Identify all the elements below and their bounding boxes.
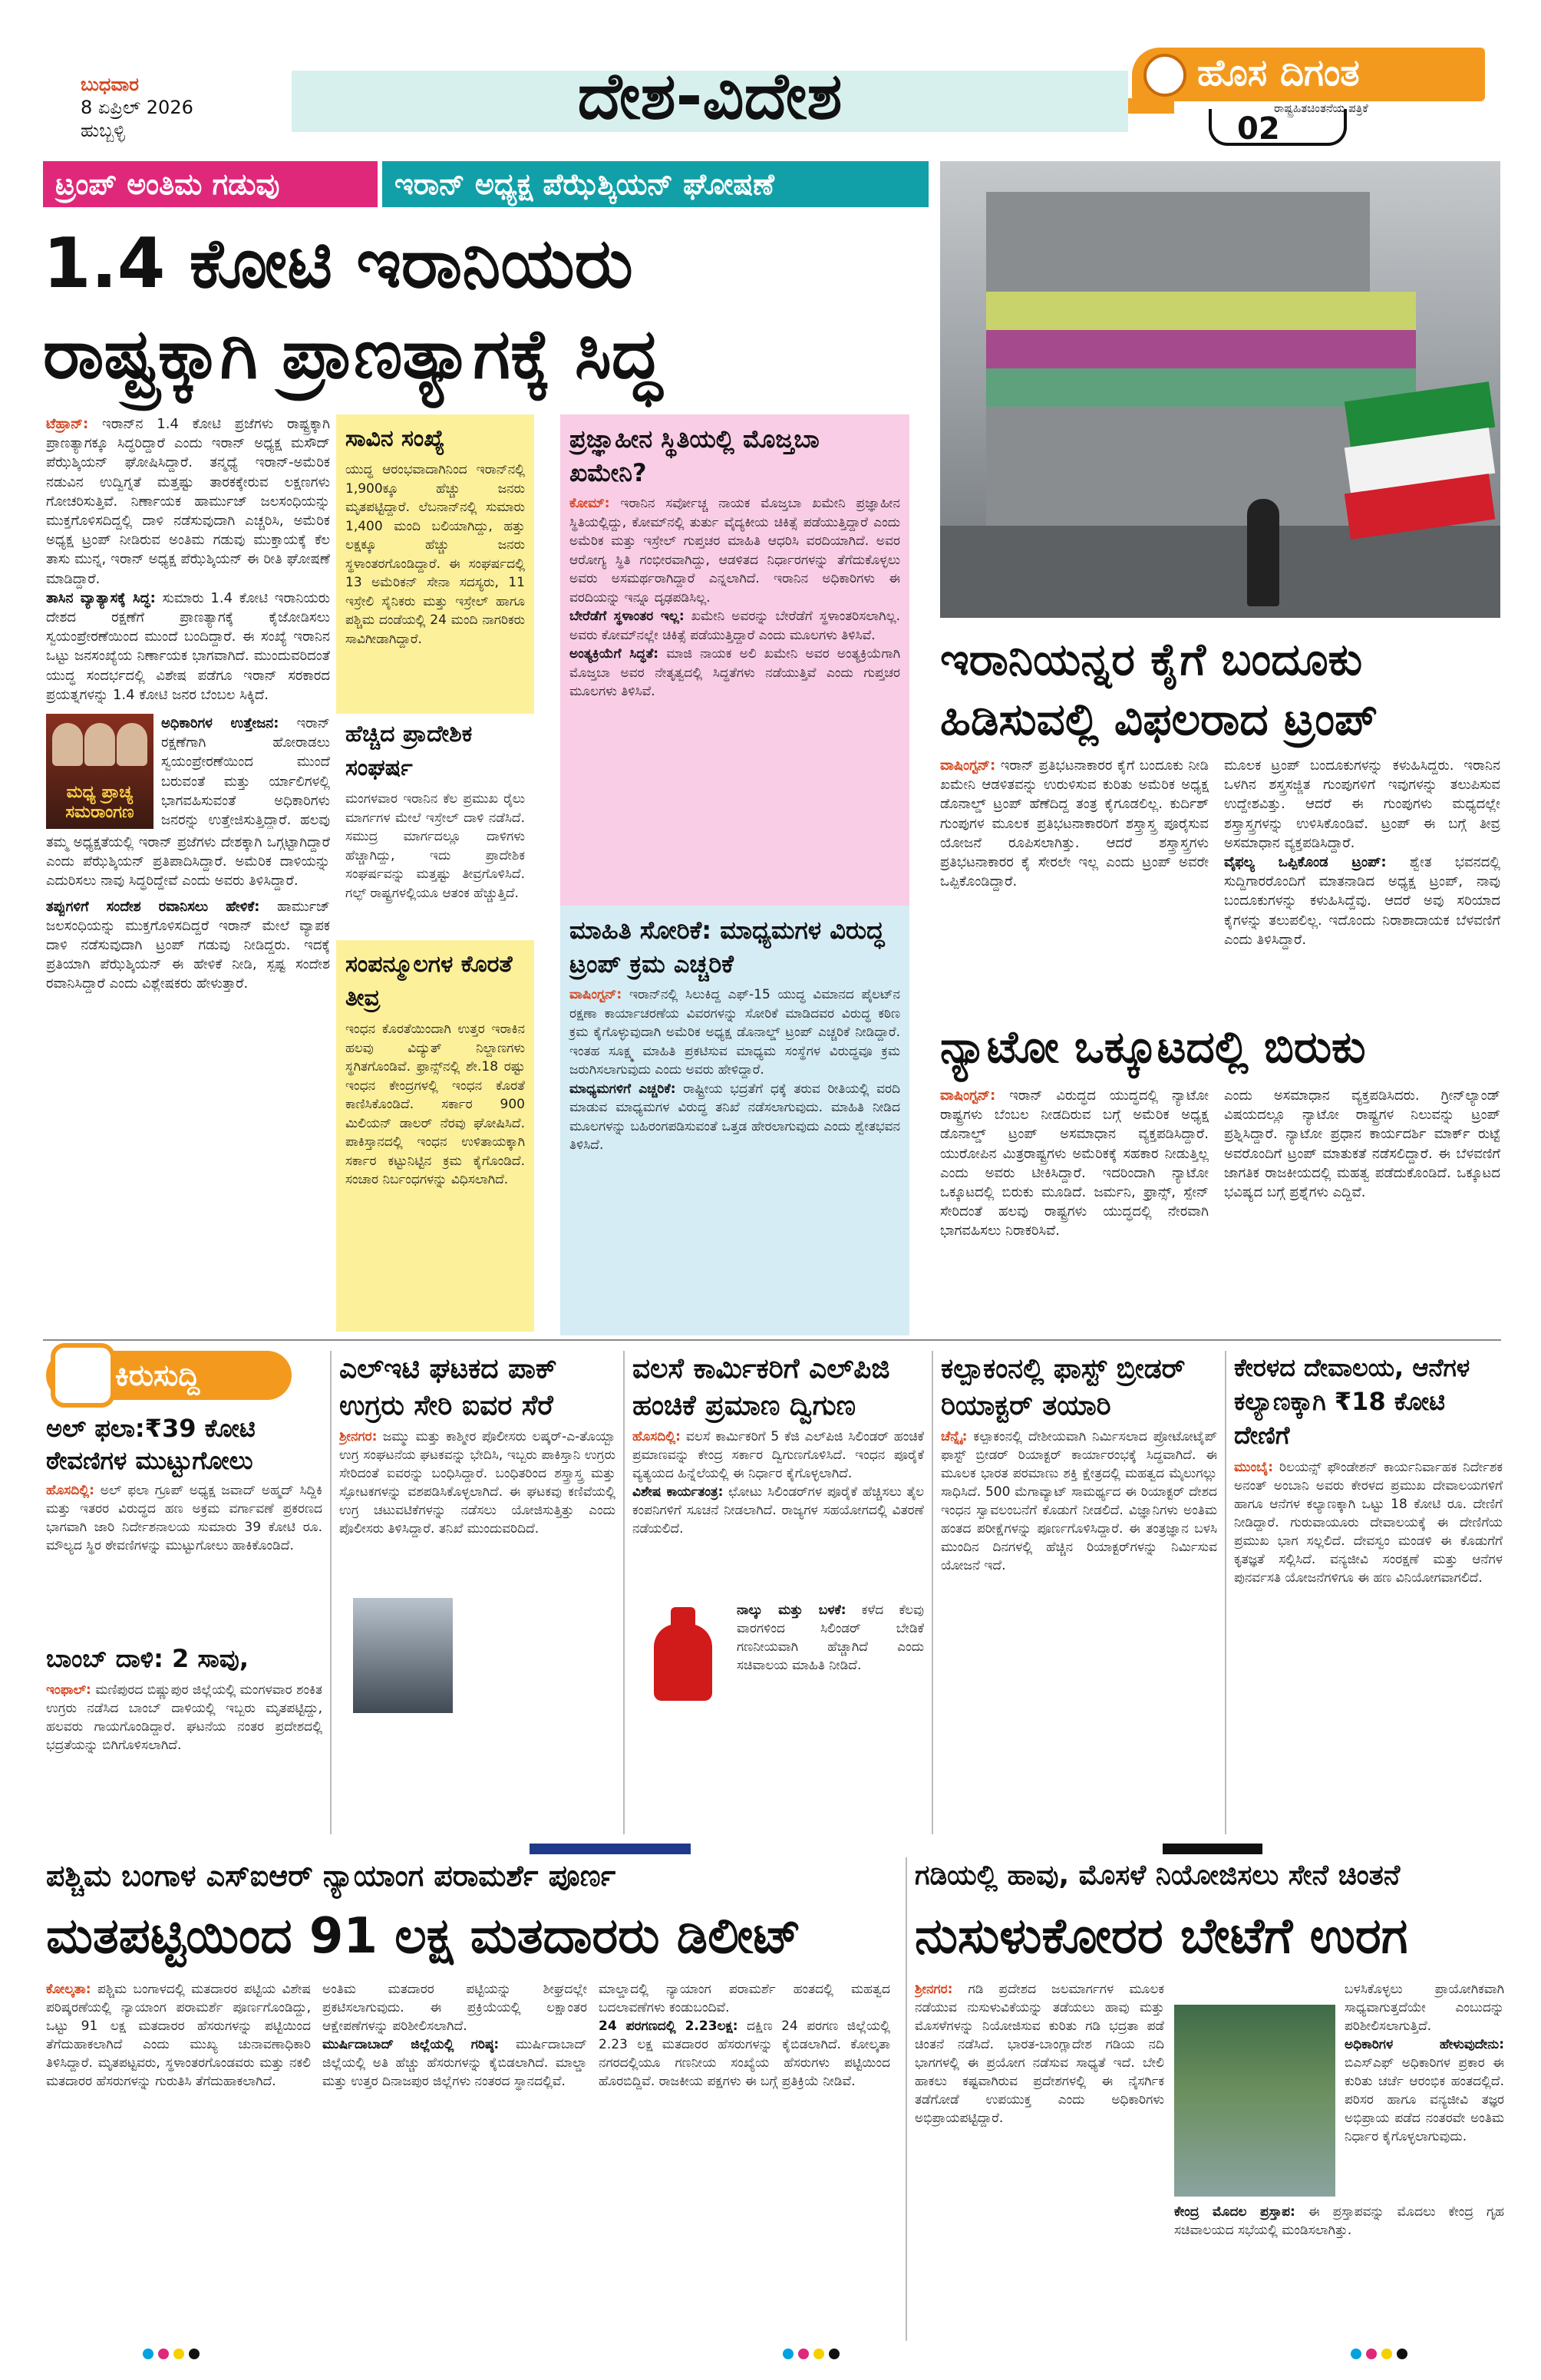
lamp-logo-icon [1143, 54, 1186, 97]
nato-story-p1: ಇರಾನ್ ವಿರುದ್ಧದ ಯುದ್ಧದಲ್ಲಿ ನ್ಯಾಟೋ ರಾಷ್ಟ್ರಗಳು ಬೆಂಬಲ ನೀಡದಿರುವ ಬಗ್ಗೆ ಅಮೆರಿಕ ಅಧ್ಯಕ್ಷ ಡೊನಾಲ್ಡ್ ಟ್ರಂಪ್ ಅಸಮಾಧಾನ ವ್ಯಕ್ತಪಡಿಸಿದ್ದಾರೆ. ಯುರೋಪಿನ ಮಿತ್ರರಾಷ್ಟ್ರಗಳು ಅಮೆರಿಕಕ್ಕೆ ಸಹಕಾರ ನೀಡುತ್ತಿಲ್ಲ ಎಂದು ಅವರು ಟೀಕಿಸಿದ್ದಾರೆ. ಇದರಿಂದಾಗಿ ನ್ಯಾಟೋ ಒಕ್ಕೂಟದಲ್ಲಿ ಬಿರುಕು ಮೂಡಿದೆ. ಜರ್ಮನಿ, ಫ್ರಾನ್ಸ್, ಸ್ಪೇನ್ ಸೇರಿದಂತೆ ಹಲವು ರಾಷ್ಟ್ರಗಳು ಯುದ್ಧದಲ್ಲಿ ನೇರವಾಗಿ ಭಾಗವಹಿಸಲು ನಿರಾಕರಿಸಿವೆ. [940, 1088, 1209, 1240]
let-story-headline: ಎಲ್‌ಇಟಿ ಘಟಕದ ಪಾಕ್ ಉಗ್ರರು ಸೇರಿ ಐವರ ಸೆರೆ [339, 1353, 557, 1421]
reg-mark-cyan-3 [1351, 2349, 1361, 2359]
lead-col1-p3: ಇರಾನ್ ರಕ್ಷಣೆಗಾಗಿ ಹೋರಾಡಲು ಸ್ವಯಂಪ್ರೇರಣೆಯಿಂದ ಮುಂದೆ ಬರುವಂತೆ ಮತ್ತು ರ್ಯಾಲಿಗಳಲ್ಲಿ ಭಾಗವಹಿಸುವಂತೆ ಅಧಿಕಾರಿಗಳು ಜನರನ್ನು ಉತ್ತೇಜಿಸುತ್ತಿದ್ದಾರೆ. ಹಲವು [161, 715, 330, 829]
lead-col1-sub3: ತಪ್ಪುಗಳಿಗೆ ಸಂದೇಶ ರವಾನಿಸಲು ಹೇಳಿಕೆ: [46, 898, 260, 915]
sir-col3-sub: 24 ಪರಗಣದಲ್ಲಿ 2.23ಲಕ್ಷ: [599, 2019, 738, 2034]
kerala-headline: ಕೇರಳದ ದೇವಾಲಯ, ಆನೆಗಳ ಕಲ್ಯಾಣಕ್ಕಾಗಿ ₹18 ಕೋಟಿ ದೇಣಿಗೆ [1234, 1353, 1470, 1450]
lead-col1-p4: ಹಾರ್ಮುಜ್ ಜಲಸಂಧಿಯನ್ನು ಮುಕ್ತಗೊಳಿಸದಿದ್ದರೆ ಇರಾನ್ ಮೇಲೆ ವ್ಯಾಪಕ ದಾಳಿ ನಡೆಸುವುದಾಗಿ ಟ್ರಂಪ್ ಗಡುವು ನೀಡಿದ್ದರು. ಇದಕ್ಕೆ ಪ್ರತಿಯಾಗಿ ಪೆಝೆಶ್ಕಿಯನ್ ಈ ಹೇಳಿಕೆ ನೀಡಿ, ಸ್ಪಷ್ಟ ಸಂದೇಶ ರವಾನಿಸಿದ್ದಾರೆ ಎಂದು ವಿಶ್ಲೇಷಕರು ಹೇಳುತ್ತಾರೆ. [46, 898, 330, 992]
lead-col1-bottom [46, 833, 330, 1335]
box-khamenei-p1: ಇರಾನಿನ ಸರ್ವೋಚ್ಚ ನಾಯಕ ಮೊಜ್ತಬಾ ಖಮೇನಿ ಪ್ರಜ್ಞಾಹೀನ ಸ್ಥಿತಿಯಲ್ಲಿದ್ದು, ಕೋಮ್‌ನಲ್ಲಿ ತುರ್ತು ವೈದ್ಯಕೀಯ ಚಿಕಿತ್ಸೆ ಪಡೆಯುತ್ತಿದ್ದಾರೆ ಎಂದು ಅಮೆರಿಕ ಮತ್ತು ಇಸ್ರೇಲ್ ಗುಪ್ತಚರ ಮಾಹಿತಿ ಆಧರಿಸಿ ವರದಿಯಾಗಿದೆ. ಅವರ ಆರೋಗ್ಯ ಸ್ಥಿತಿ ಗಂಭೀರವಾಗಿದ್ದು, ಆಡಳಿತದ ನಿರ್ಧಾರಗಳನ್ನು ತೆಗೆದುಕೊಳ್ಳಲು ಅವರು ಅಸಮರ್ಥರಾಗಿದ್ದಾರೆ ಎನ್ನಲಾಗಿದೆ. ಇರಾನಿನ ಅಧಿಕಾರಿಗಳು ಈ ವರದಿಯನ್ನು ಇನ್ನೂ ದೃಢಪಡಿಸಿಲ್ಲ. [569, 496, 900, 606]
leader-figure-3 [117, 723, 147, 766]
nato-story-dateline: ವಾಷಿಂಗ್ಟನ್: [940, 1088, 996, 1104]
lead-col1-p2: ಸುಮಾರು 1.4 ಕೋಟಿ ಇರಾನಿಯರು ದೇಶದ ರಕ್ಷಣೆಗೆ ಪ್ರಾಣತ್ಯಾಗಕ್ಕೆ ಕೈಜೋಡಿಸಲು ಸ್ವಯಂಪ್ರೇರಣೆಯಿಂದ ಮುಂದೆ ಬಂದಿದ್ದಾರೆ. ಈ ಸಂಖ್ಯೆ ಇರಾನಿನ ಒಟ್ಟು ಜನಸಂಖ್ಯೆಯ ನಿರ್ಣಾಯಕ ಭಾಗವಾಗಿದೆ. ಮುಂದುವರಿದಂತೆ ಯುದ್ಧ ಸಂದರ್ಭದಲ್ಲಿ ವಿಶೇಷ ಪಡೆಗೂ ಇರಾನ್ ಸರಕಾರದ ಪ್ರಯತ್ನಗಳನ್ನು 1.4 ಕೋಟಿ ಜನರ ಬೆಂಬಲ ಸಿಕ್ಕಿದೆ. [46, 589, 330, 703]
brief2-body [46, 1681, 322, 1830]
lpg-story-p2: ಛೋಟು ಸಿಲಿಂಡರ್‌ಗಳ ಪೂರೈಕೆ ಹೆಚ್ಚಿಸಲು ತೈಲ ಕಂಪನಿಗಳಿಗೆ ಸೂಚನೆ ನೀಡಲಾಗಿದೆ. ರಾಜ್ಯಗಳ ಸಹಯೋಗದಲ್ಲಿ ವಿತರಣೆ ನಡೆಯಲಿದೆ. [632, 1484, 924, 1537]
reg-mark-magenta-3 [1366, 2349, 1377, 2359]
color-bar-black [1163, 1844, 1262, 1854]
kalpakkam-text: ಕಲ್ಪಾಕಂನಲ್ಲಿ ದೇಶೀಯವಾಗಿ ನಿರ್ಮಿಸಲಾದ ಪ್ರೋಟೋಟೈಪ್ ಫಾಸ್ಟ್ ಬ್ರೀಡರ್ ರಿಯಾಕ್ಟರ್ ಕಾರ್ಯಾರಂಭಕ್ಕೆ ಸಿದ್ಧವಾಗಿದೆ. ಈ ಮೂಲಕ ಭಾರತ ಪರಮಾಣು ಶಕ್ತಿ ಕ್ಷೇತ್ರದಲ್ಲಿ ಮಹತ್ವದ ಮೈಲುಗಲ್ಲು ಸಾಧಿಸಿದೆ. 500 ಮೆಗಾವ್ಯಾಟ್ ಸಾಮರ್ಥ್ಯದ ಈ ರಿಯಾಕ್ಟರ್ ದೇಶದ ಇಂಧನ ಸ್ವಾವಲಂಬನೆಗೆ ಕೊಡುಗೆ ನೀಡಲಿದೆ. ವಿಜ್ಞಾನಿಗಳು ಅಂತಿಮ ಹಂತದ ಪರೀಕ್ಷೆಗಳನ್ನು ಪೂರ್ಣಗೊಳಿಸಿದ್ದಾರೆ. ಈ ತಂತ್ರಜ್ಞಾನ ಬಳಸಿ ಮುಂದಿನ ದಿನಗಳಲ್ಲಿ ಹೆಚ್ಚಿನ ರಿಯಾಕ್ಟರ್‌ಗಳನ್ನು ನಿರ್ಮಿಸುವ ಯೋಜನೆ ಇದೆ. [941, 1429, 1217, 1573]
gun-story-headline [940, 629, 1500, 749]
gun-story-sub1: ವೈಫಲ್ಯ ಒಪ್ಪಿಕೊಂಡ ಟ್ರಂಪ್: [1224, 854, 1387, 871]
box-info-leak-dateline: ವಾಷಿಂಗ್ಟನ್: [569, 987, 622, 1002]
box-regional-conflict-title: ಹೆಚ್ಚಿದ ಪ್ರಾದೇಶಿಕ ಸಂಘರ್ಷ [345, 721, 473, 781]
box-khamenei-sub1: ಬೇರೆಡೆಗೆ ಸ್ಥಳಾಂತರ ಇಲ್ಲ: [569, 609, 685, 624]
kicker-trump-deadline: ಟ್ರಂಪ್ ಅಂತಿಮ ಗಡುವು [43, 161, 378, 207]
brief1-body [46, 1481, 322, 1635]
sir-dateline: ಕೋಲ್ಕತಾ: [46, 1982, 91, 1997]
issue-day: ಬುಧವಾರ [81, 74, 139, 95]
brief2-dateline: ಇಂಫಾಲ್: [46, 1682, 91, 1698]
box-resource-shortage-body: ಇಂಧನ ಕೊರತೆಯಿಂದಾಗಿ ಉತ್ತರ ಇರಾಕಿನ ಹಲವು ವಿದ್ಯುತ್ ನಿಲ್ದಾಣಗಳು ಸ್ಥಗಿತಗೊಂಡಿವೆ. ಫ್ರಾನ್ಸ್‌ನಲ್ಲಿ ಶೇ.18 ರಷ್ಟು ಇಂಧನ ಕೇಂದ್ರಗಳಲ್ಲಿ ಇಂಧನ ಕೊರತೆ ಕಾಣಿಸಿಕೊಂಡಿದೆ. ಸರ್ಕಾರ 900 ಮಿಲಿಯನ್ ಡಾಲರ್ ನೆರವು ಘೋಷಿಸಿದೆ. ಪಾಕಿಸ್ತಾನದಲ್ಲಿ ಇಂಧನ ಉಳಿತಾಯಕ್ಕಾಗಿ ಸರ್ಕಾರ ಕಟ್ಟುನಿಟ್ಟಿನ ಕ್ರಮ ಕೈಗೊಂಡಿದೆ. ಸಂಚಾರ ನಿರ್ಬಂಧಗಳನ್ನು ವಿಧಿಸಲಾಗಿದೆ. [345, 1022, 525, 1187]
kerala-dateline: ಮುಂಬೈ: [1234, 1460, 1274, 1475]
vrule-3 [932, 1351, 933, 1834]
snake-kicker: ಗಡಿಯಲ್ಲಿ ಹಾವು, ಮೊಸಳೆ ನಿಯೋಜಿಸಲು ಸೇನೆ ಚಿಂತನೆ [915, 1860, 1401, 1891]
brief1-headline: ಅಲ್ ಫಲಾ:₹39 ಕೋಟಿ ಠೇವಣಿಗಳ ಮುಟ್ಟುಗೋಲು [46, 1414, 256, 1475]
box-khamenei-unconscious [560, 414, 909, 906]
box-resource-shortage [336, 940, 534, 1332]
kerala-body [1234, 1458, 1503, 1830]
lead-col1-sub2: ಅಧಿಕಾರಿಗಳ ಉತ್ತೇಜನ: [161, 715, 279, 731]
reg-mark-magenta-2 [798, 2349, 809, 2359]
lpg-story-p1: ವಲಸೆ ಕಾರ್ಮಿಕರಿಗೆ 5 ಕೆಜಿ ಎಲ್‌ಪಿಜಿ ಸಿಲಿಂಡರ್ ಹಂಚಿಕೆ ಪ್ರಮಾಣವನ್ನು ಕೇಂದ್ರ ಸರ್ಕಾರ ದ್ವಿಗುಣಗೊಳಿಸಿದೆ. ಇಂಧನ ಪೂರೈಕೆ ವ್ಯತ್ಯಯದ ಹಿನ್ನೆಲೆಯಲ್ಲಿ ಈ ನಿರ್ಧಾರ ಕೈಗೊಳ್ಳಲಾಗಿದೆ. [632, 1429, 924, 1481]
reg-mark-black [189, 2349, 200, 2359]
building-stripe-yellow [986, 292, 1416, 330]
snake-col1-text: ಗಡಿ ಪ್ರದೇಶದ ಜಲಮಾರ್ಗಗಳ ಮೂಲಕ ನಡೆಯುವ ನುಸುಳುವಿಕೆಯನ್ನು ತಡೆಯಲು ಹಾವು ಮತ್ತು ಮೊಸಳೆಗಳನ್ನು ನಿಯೋಜಿಸುವ ಕುರಿತು ಗಡಿ ಭದ್ರತಾ ಪಡೆ ಚಿಂತನೆ ನಡೆಸಿದೆ. ಭಾರತ-ಬಾಂಗ್ಲಾದೇಶ ಗಡಿಯ ನದಿ ಭಾಗಗಳಲ್ಲಿ ಈ ಪ್ರಯೋಗ ನಡೆಸುವ ಸಾಧ್ಯತೆ ಇದೆ. ಬೇಲಿ ಹಾಕಲು ಕಷ್ಟವಾಗಿರುವ ಪ್ರದೇಶಗಳಲ್ಲಿ ಈ ನೈಸರ್ಗಿಕ ತಡೆಗೋಡೆ ಉಪಯುಕ್ತ ಎಂದು ಅಧಿಕಾರಿಗಳು ಅಭಿಪ್ರಾಯಪಟ್ಟಿದ್ದಾರೆ. [915, 1982, 1164, 2126]
brief1-dateline: ಹೊಸದಿಲ್ಲಿ: [46, 1483, 94, 1498]
nato-story-col2 [1224, 1086, 1500, 1332]
snake-col2-sub2: ಕೇಂದ್ರ ಮೊದಲ ಪ್ರಸ್ತಾಪ: [1174, 2204, 1295, 2220]
sir-col1 [46, 1980, 311, 2333]
reg-mark-yellow [173, 2349, 184, 2359]
sir-col1-text: ಪಶ್ಚಿಮ ಬಂಗಾಳದಲ್ಲಿ ಮತದಾರರ ಪಟ್ಟಿಯ ವಿಶೇಷ ಪರಿಷ್ಕರಣೆಯಲ್ಲಿ ನ್ಯಾಯಾಂಗ ಪರಾಮರ್ಶೆ ಪೂರ್ಣಗೊಂಡಿದ್ದು, ಒಟ್ಟು 91 ಲಕ್ಷ ಮತದಾರರ ಹೆಸರುಗಳನ್ನು ಪಟ್ಟಿಯಿಂದ ತೆಗೆದುಹಾಕಲಾಗಿದೆ ಎಂದು ಮುಖ್ಯ ಚುನಾವಣಾಧಿಕಾರಿ ತಿಳಿಸಿದ್ದಾರೆ. ಮೃತಪಟ್ಟವರು, ಸ್ಥಳಾಂತರಗೊಂಡವರು ಮತ್ತು ನಕಲಿ ಮತದಾರರ ಹೆಸರುಗಳನ್ನು ಗುರುತಿಸಿ ತೆಗೆದುಹಾಕಲಾಗಿದೆ. [46, 1982, 311, 2089]
box-info-leak [560, 906, 909, 1335]
brand-tagline: ರಾಷ್ಟ್ರಹಿತಚಿಂತನೆಯ ಪತ್ರಿಕೆ [1274, 101, 1368, 115]
lead-col1-p1: ಇರಾನ್‌ನ 1.4 ಕೋಟಿ ಪ್ರಜೆಗಳು ರಾಷ್ಟ್ರಕ್ಕಾಗಿ ಪ್ರಾಣತ್ಯಾಗಕ್ಕೂ ಸಿದ್ಧರಿದ್ದಾರೆ ಎಂದು ಇರಾನ್ ಅಧ್ಯಕ್ಷ ಮಸೌದ್ ಪೆಝೆಶ್ಕಿಯನ್ ಘೋಷಿಸಿದ್ದಾರೆ. ತನ್ಮಧ್ಯೆ ಇರಾನ್-ಅಮೆರಿಕ ನಡುವಿನ ಉದ್ವಿಗ್ನತೆ ಮತ್ತಷ್ಟು ತಾರಕಕ್ಕೇರುವ ಲಕ್ಷಣಗಳು ಗೋಚರಿಸುತ್ತಿವೆ. ನಿರ್ಣಾಯಕ ಹಾರ್ಮುಜ್ ಜಲಸಂಧಿಯನ್ನು ಮುಕ್ತಗೊಳಿಸದಿದ್ದಲ್ಲಿ ದಾಳಿ ನಡೆಸುವುದಾಗಿ ಎಚ್ಚರಿಸಿ, ಅಮೆರಿಕ ಅಧ್ಯಕ್ಷ ಟ್ರಂಪ್ ನೀಡಿರುವ ಅಂತಿಮ ಗಡುವು ಮುಕ್ತಾಯಕ್ಕೆ ಕೆಲ ತಾಸು ಮುನ್ನ, ಇರಾನ್ ಅಧ್ಯಕ್ಷ ಪೆಝೆಶ್ಕಿಯನ್ ಈ ರೀತಿ ಘೋಷಣೆ ಮಾಡಿದ್ದಾರೆ. [46, 416, 330, 587]
gun-story-p2: ಮೂಲಕ ಟ್ರಂಪ್ ಬಂದೂಕುಗಳನ್ನು ಕಳುಹಿಸಿದ್ದರು. ಇರಾನಿನ ಒಳಗಿನ ಶಸ್ತ್ರಸಜ್ಜಿತ ಗುಂಪುಗಳಿಗೆ ಇವುಗಳನ್ನು ತಲುಪಿಸುವ ಉದ್ದೇಶವಿತ್ತು. ಆದರೆ ಈ ಗುಂಪುಗಳು ಮಧ್ಯದಲ್ಲೇ ಶಸ್ತ್ರಾಸ್ತ್ರಗಳನ್ನು ಉಳಿಸಿಕೊಂಡಿವೆ. ಟ್ರಂಪ್ ಈ ಬಗ್ಗೆ ತೀವ್ರ ಅಸಮಾಧಾನ ವ್ಯಕ್ತಪಡಿಸಿದ್ದಾರೆ. [1224, 758, 1500, 851]
lead-headline-line2: ರಾಷ್ಟ್ರಕ್ಕಾಗಿ ಪ್ರಾಣತ್ಯಾಗಕ್ಕೆ ಸಿದ್ಧ [43, 314, 662, 394]
snake-col1 [915, 1980, 1164, 2333]
reg-mark-cyan-2 [783, 2349, 794, 2359]
box-khamenei-p3: ಮಾಜಿ ನಾಯಕ ಅಲಿ ಖಮೇನಿ ಅವರ ಅಂತ್ಯಕ್ರಿಯೆಗಾಗಿ ಮೊಜ್ತಬಾ ಅವರ ನೇತೃತ್ವದಲ್ಲಿ ಸಿದ್ಧತೆಗಳು ನಡೆಯುತ್ತಿವೆ ಎಂದು ಗುಪ್ತಚರ ಮೂಲಗಳು ತಿಳಿಸಿವೆ. [569, 646, 900, 699]
date-block [81, 73, 193, 142]
sir-col3 [599, 1980, 890, 2333]
box-death-toll-title: ಸಾವಿನ ಸಂಖ್ಯೆ [345, 425, 445, 452]
box-info-leak-title: ಮಾಹಿತಿ ಸೋರಿಕೆ: ಮಾಧ್ಯಮಗಳ ವಿರುದ್ಧ ಟ್ರಂಪ್ ಕ್ರಮ ಎಚ್ಚರಿಕೆ [569, 916, 885, 979]
brief1-text: ಅಲ್ ಫಲಾ ಗ್ರೂಪ್ ಅಧ್ಯಕ್ಷ ಜವಾದ್ ಅಹ್ಮದ್ ಸಿದ್ದಿಕಿ ಮತ್ತು ಇತರರ ವಿರುದ್ಧದ ಹಣ ಅಕ್ರಮ ವರ್ಗಾವಣೆ ಪ್ರಕರಣದ ಭಾಗವಾಗಿ ಜಾರಿ ನಿರ್ದೇಶನಾಲಯ ಸುಮಾರು 39 ಕೋಟಿ ರೂ. ಮೌಲ್ಯದ ಸ್ಥಿರ ಠೇವಣಿಗಳನ್ನು ಮುಟ್ಟುಗೋಲು ಹಾಕಿಕೊಂಡಿದೆ. [46, 1483, 322, 1553]
let-story-text: ಜಮ್ಮು ಮತ್ತು ಕಾಶ್ಮೀರ ಪೊಲೀಸರು ಲಷ್ಕರ್-ಎ-ತೊಯ್ಬಾ ಉಗ್ರ ಸಂಘಟನೆಯ ಘಟಕವನ್ನು ಭೇದಿಸಿ, ಇಬ್ಬರು ಪಾಕಿಸ್ತಾನಿ ಉಗ್ರರು ಸೇರಿದಂತೆ ಐವರನ್ನು ಬಂಧಿಸಿದ್ದಾರೆ. ಬಂಧಿತರಿಂದ ಶಸ್ತ್ರಾಸ್ತ್ರ ಮತ್ತು ಸ್ಫೋಟಕಗಳನ್ನು ವಶಪಡಿಸಿಕೊಳ್ಳಲಾಗಿದೆ. ಈ ಘಟಕವು ಕಣಿವೆಯಲ್ಲಿ ಉಗ್ರ ಚಟುವಟಿಕೆಗಳನ್ನು ನಡೆಸಲು ಯೋಜಿಸುತ್ತಿತ್ತು ಎಂದು ಪೊಲೀಸರು ತಿಳಿಸಿದ್ದಾರೆ. ತನಿಖೆ ಮುಂದುವರಿದಿದೆ. [339, 1429, 615, 1537]
gun-story-dateline: ವಾಷಿಂಗ್ಟನ್: [940, 758, 996, 774]
vrule-1 [330, 1351, 332, 1834]
walking-man [1247, 499, 1279, 606]
briefs-label: ಕಿರುಸುದ್ದಿ [115, 1358, 200, 1392]
let-story-top [339, 1428, 615, 1596]
kerala-text: ರಿಲಯನ್ಸ್ ಫೌಂಡೇಶನ್ ಕಾರ್ಯನಿರ್ವಾಹಕ ನಿರ್ದೇಶಕ ಅನಂತ್ ಅಂಬಾನಿ ಅವರು ಕೇರಳದ ಪ್ರಮುಖ ದೇವಾಲಯಗಳಿಗೆ ಹಾಗೂ ಆನೆಗಳ ಕಲ್ಯಾಣಕ್ಕಾಗಿ ಒಟ್ಟು 18 ಕೋಟಿ ರೂ. ದೇಣಿಗೆ ನೀಡಿದ್ದಾರೆ. ಗುರುವಾಯೂರು ದೇವಾಲಯಕ್ಕೆ ಈ ದೇಣಿಗೆಯ ಪ್ರಮುಖ ಭಾಗ ಸಲ್ಲಲಿದೆ. ದೇವಸ್ವಂ ಮಂಡಳಿ ಈ ಕೊಡುಗೆಗೆ ಕೃತಜ್ಞತೆ ಸಲ್ಲಿಸಿದೆ. ವನ್ಯಜೀವಿ ಸಂರಕ್ಷಣೆ ಮತ್ತು ಆನೆಗಳ ಪುನರ್ವಸತಿ ಯೋಜನೆಗಳಿಗೂ ಈ ಹಣ ವಿನಿಯೋಗವಾಗಲಿದೆ. [1234, 1460, 1503, 1586]
snake-col2-bottom [1174, 2203, 1504, 2333]
kicker-iran-president: ಇರಾನ್ ಅಧ್ಯಕ್ಷ ಪೆಝೆಶ್ಕಿಯನ್ ಘೋಷಣೆ [382, 161, 929, 207]
box-khamenei-sub2: ಅಂತ್ಯಕ್ರಿಯೆಗೆ ಸಿದ್ಧತೆ: [569, 646, 659, 662]
box-khamenei-title: ಪ್ರಜ್ಞಾಹೀನ ಸ್ಥಿತಿಯಲ್ಲಿ ಮೊಜ್ತಬಾ ಖಮೇನಿ? [569, 424, 820, 487]
rubble [940, 526, 1500, 618]
nato-story-headline: ನ್ಯಾಟೋ ಒಕ್ಕೂಟದಲ್ಲಿ ಬಿರುಕು [940, 1021, 1366, 1073]
color-bar-blue [530, 1844, 691, 1854]
issue-date: 8 ಏಪ್ರಿಲ್ 2026 [81, 97, 193, 118]
army-boat-photo [1174, 2005, 1335, 2197]
section-title: ದೇಶ-ವಿದೇಶ [577, 58, 843, 134]
box-khamenei-p2: ಖಮೇನಿ ಅವರನ್ನು ಬೇರೆಡೆಗೆ ಸ್ಥಳಾಂತರಿಸಲಾಗಿಲ್ಲ. ಅವರು ಕೋಮ್‌ನಲ್ಲೇ ಚಿಕಿತ್ಸೆ ಪಡೆಯುತ್ತಿದ್ದಾರೆ ಎಂದು ಮೂಲಗಳು ತಿಳಿಸಿವೆ. [569, 609, 901, 643]
destroyed-building-photo [940, 161, 1500, 618]
kalpakkam-headline: ಕಲ್ಪಾಕಂನಲ್ಲಿ ಫಾಸ್ಟ್ ಬ್ರೀಡರ್ ರಿಯಾಕ್ಟರ್ ತಯಾರಿ [941, 1353, 1186, 1421]
lead-col1-sub1: ತಾಸಿನ ವ್ಯಾತ್ಯಾಸಕ್ಕೆ ಸಿದ್ಧ: [46, 589, 156, 606]
nato-story-col1 [940, 1086, 1209, 1332]
gun-story-col2 [1224, 756, 1500, 1005]
lpg-cylinder-photo [637, 1601, 729, 1708]
masthead [0, 0, 1541, 146]
box-death-toll-body: ಯುದ್ಧ ಆರಂಭವಾದಾಗಿನಿಂದ ಇರಾನ್‌ನಲ್ಲಿ 1,900ಕ್ಕೂ ಹೆಚ್ಚು ಜನರು ಮೃತಪಟ್ಟಿದ್ದಾರೆ. ಲೆಬನಾನ್‌ನಲ್ಲಿ ಸುಮಾರು 1,400 ಮಂದಿ ಬಲಿಯಾಗಿದ್ದು, ಹತ್ತು ಲಕ್ಷಕ್ಕೂ ಹೆಚ್ಚು ಜನರು ಸ್ಥಳಾಂತರಗೊಂಡಿದ್ದಾರೆ. ಈ ಸಂಘರ್ಷದಲ್ಲಿ 13 ಅಮೆರಿಕನ್ ಸೇನಾ ಸದಸ್ಯರು, 11 ಇಸ್ರೇಲಿ ಸೈನಿಕರು ಮತ್ತು ಇಸ್ರೇಲ್ ಹಾಗೂ ಪಶ್ಚಿಮ ದಂಡೆಯಲ್ಲಿ 24 ಮಂದಿ ನಾಗರಿಕರು ಸಾವಿಗೀಡಾಗಿದ್ದಾರೆ. [345, 462, 525, 647]
sir-col2-text: ಅಂತಿಮ ಮತದಾರರ ಪಟ್ಟಿಯನ್ನು ಶೀಘ್ರದಲ್ಲೇ ಪ್ರಕಟಿಸಲಾಗುವುದು. ಈ ಪ್ರಕ್ರಿಯೆಯಲ್ಲಿ ಲಕ್ಷಾಂತರ ಆಕ್ಷೇಪಣೆಗಳನ್ನು ಪರಿಶೀಲಿಸಲಾಗಿದೆ. [322, 1982, 587, 2034]
box-regional-conflict [336, 710, 534, 936]
lpg-story-dateline: ಹೊಸದಿಲ್ಲಿ: [632, 1429, 681, 1444]
lead-dateline: ಟೆಹ್ರಾನ್: [46, 416, 89, 432]
lead-headline [43, 219, 933, 400]
gun-story-col1 [940, 756, 1209, 1005]
lpg-story-sub2: ನಾಲ್ಕು ಮತ್ತು ಬಳಕೆ: [737, 1603, 846, 1618]
lead-col1-beside-inset [161, 714, 330, 829]
sir-col3-text: ಮಾಲ್ಡಾದಲ್ಲಿ ನ್ಯಾಯಾಂಗ ಪರಾಮರ್ಶೆ ಹಂತದಲ್ಲಿ ಮಹತ್ವದ ಬದಲಾವಣೆಗಳು ಕಂಡುಬಂದಿವೆ. [599, 1982, 890, 2015]
reg-mark-yellow-2 [813, 2349, 824, 2359]
box-info-leak-sub1: ಮಾಧ್ಯಮಗಳಿಗೆ ಎಚ್ಚರಿಕೆ: [569, 1081, 676, 1097]
snake-col2b-text: ಬಿಎಸ್‌ಎಫ್ ಅಧಿಕಾರಿಗಳ ಪ್ರಕಾರ ಈ ಕುರಿತು ಚರ್ಚೆ ಆರಂಭಿಕ ಹಂತದಲ್ಲಿದೆ. ಪರಿಸರ ಹಾಗೂ ವನ್ಯಜೀವಿ ತಜ್ಞರ ಅಭಿಪ್ರಾಯ ಪಡೆದ ನಂತರವೇ ಅಂತಿಮ ನಿರ್ಧಾರ ಕೈಗೊಳ್ಳಲಾಗುವುದು. [1345, 2055, 1504, 2144]
gun-story-p1: ಇರಾನ್ ಪ್ರತಿಭಟನಾಕಾರರ ಕೈಗೆ ಬಂದೂಕು ನೀಡಿ ಖಮೇನಿ ಆಡಳಿತವನ್ನು ಉರುಳಿಸುವ ಕುರಿತು ಅಮೆರಿಕ ಅಧ್ಯಕ್ಷ ಡೊನಾಲ್ಡ್ ಟ್ರಂಪ್ ಹೆಣೆದಿದ್ದ ತಂತ್ರ ಕೈಗೂಡಲಿಲ್ಲ. ಕುರ್ದಿಶ್ ಗುಂಪುಗಳ ಮೂಲಕ ಪ್ರತಿಭಟನಾಕಾರರಿಗೆ ಶಸ್ತ್ರಾಸ್ತ್ರ ಪೂರೈಸುವ ಯೋಜನೆ ರೂಪಿಸಲಾಗಿತ್ತು. ಆದರೆ ಶಸ್ತ್ರಾಸ್ತ್ರಗಳು ಪ್ರತಿಭಟನಾಕಾರರ ಕೈ ಸೇರಲೇ ಇಲ್ಲ ಎಂದು ಟ್ರಂಪ್ ಅವರೇ ಒಪ್ಪಿಕೊಂಡಿದ್ದಾರೆ. [940, 758, 1209, 890]
middle-east-war-inset [46, 714, 153, 829]
box-info-leak-body [560, 981, 909, 1160]
box-death-toll [336, 414, 534, 714]
box-info-leak-p2: ರಾಷ್ಟ್ರೀಯ ಭದ್ರತೆಗೆ ಧಕ್ಕೆ ತರುವ ರೀತಿಯಲ್ಲಿ ವರದಿ ಮಾಡುವ ಮಾಧ್ಯಮಗಳ ವಿರುದ್ಧ ತನಿಖೆ ನಡೆಸಲಾಗುವುದು. ಮಾಹಿತಿ ನೀಡಿದ ಮೂಲಗಳನ್ನು ಬಹಿರಂಗಪಡಿಸುವಂತೆ ಒತ್ತಡ ಹೇರಲಾಗುವುದು ಎಂದು ಶ್ವೇತಭವನ ತಿಳಿಸಿದೆ. [569, 1081, 900, 1153]
divider-top-briefs [43, 1339, 1501, 1341]
brief2-headline: ಬಾಂಬ್ ದಾಳಿ: 2 ಸಾವು, [46, 1644, 249, 1673]
brand-name: ಹೊಸ ದಿಗಂತ [1197, 51, 1360, 94]
lead-col1-top [46, 414, 330, 714]
lpg-story-sub1: ವಿಶೇಷ ಕಾರ್ಯತಂತ್ರ: [632, 1484, 724, 1500]
sir-col2-sub: ಮುರ್ಷಿದಾಬಾದ್ ಜಿಲ್ಲೆಯಲ್ಲಿ ಗರಿಷ್ಠ: [322, 2037, 500, 2052]
arrested-man-photo [353, 1598, 453, 1713]
sir-headline: ಮತಪಟ್ಟಿಯಿಂದ 91 ಲಕ್ಷ ಮತದಾರರು ಡಿಲೀಟ್ [46, 1908, 801, 1965]
cylinder-body [654, 1624, 712, 1701]
box-regional-conflict-body: ಮಂಗಳವಾರ ಇರಾನಿನ ಕೆಲ ಪ್ರಮುಖ ರೈಲು ಮಾರ್ಗಗಳ ಮೇಲೆ ಇಸ್ರೇಲ್ ದಾಳಿ ನಡೆಸಿದೆ. ಸಮುದ್ರ ಮಾರ್ಗದಲ್ಲೂ ದಾಳಿಗಳು ಹೆಚ್ಚಾಗಿದ್ದು, ಇದು ಪ್ರಾದೇಶಿಕ ಸಂಘರ್ಷವನ್ನು ಮತ್ತಷ್ಟು ತೀವ್ರಗೊಳಿಸಿದೆ. ಗಲ್ಫ್ ರಾಷ್ಟ್ರಗಳಲ್ಲಿಯೂ ಆತಂಕ ಹೆಚ್ಚುತ್ತಿದೆ. [345, 791, 525, 901]
box-resource-shortage-title: ಸಂಪನ್ಮೂಲಗಳ ಕೊರತೆ ತೀವ್ರ [345, 951, 513, 1012]
sir-col2b-text: ಮುರ್ಷಿದಾಬಾದ್ ಜಿಲ್ಲೆಯಲ್ಲಿ ಅತಿ ಹೆಚ್ಚು ಹೆಸರುಗಳನ್ನು ಕೈಬಿಡಲಾಗಿದೆ. ಮಾಲ್ಡಾ ಮತ್ತು ಉತ್ತರ ದಿನಾಜಪುರ ಜಿಲ್ಲೆಗಳು ನಂತರದ ಸ್ಥಾನದಲ್ಲಿವೆ. [322, 2037, 587, 2089]
gun-story-p3: ಶ್ವೇತ ಭವನದಲ್ಲಿ ಸುದ್ದಿಗಾರರೊಂದಿಗೆ ಮಾತನಾಡಿದ ಅಧ್ಯಕ್ಷ ಟ್ರಂಪ್, ನಾವು ಬಂದೂಕುಗಳನ್ನು ಕಳುಹಿಸಿದ್ದೆವು. ಆದರೆ ಅವು ಸರಿಯಾದ ಕೈಗಳನ್ನು ತಲುಪಲಿಲ್ಲ. ಇದೊಂದು ನಿರಾಶಾದಾಯಕ ಬೆಳವಣಿಗೆ ಎಂದು ತಿಳಿಸಿದ್ದಾರೆ. [1224, 854, 1500, 948]
sir-col3b-text: ದಕ್ಷಿಣ 24 ಪರಗಣ ಜಿಲ್ಲೆಯಲ್ಲಿ 2.23 ಲಕ್ಷ ಮತದಾರರ ಹೆಸರುಗಳನ್ನು ಕೈಬಿಡಲಾಗಿದೆ. ಕೋಲ್ಕತಾ ನಗರದಲ್ಲಿಯೂ ಗಣನೀಯ ಸಂಖ್ಯೆಯ ಹೆಸರುಗಳು ಪಟ್ಟಿಯಿಂದ ಹೊರಬಿದ್ದಿವೆ. ರಾಜಕೀಯ ಪಕ್ಷಗಳು ಈ ಬಗ್ಗೆ ಪ್ರತಿಕ್ರಿಯೆ ನೀಡಿವೆ. [599, 2019, 890, 2089]
leader-figure-2 [84, 723, 115, 766]
snake-col2-right [1345, 1980, 1504, 2199]
inset-label: ಮಧ್ಯ ಪ್ರಾಚ್ಯ ಸಮರಾಂಗಣ [65, 783, 134, 822]
building-stripe-purple [986, 330, 1416, 368]
leader-figure-1 [52, 723, 83, 766]
lpg-story-headline: ವಲಸೆ ಕಾರ್ಮಿಕರಿಗೆ ಎಲ್‌ಪಿಜಿ ಹಂಚಿಕೆ ಪ್ರಮಾಣ ದ್ವಿಗುಣ [632, 1353, 890, 1421]
box-khamenei-body [560, 490, 909, 706]
sir-col2 [322, 1980, 587, 2333]
reg-mark-black-3 [1397, 2349, 1407, 2359]
vrule-2 [623, 1351, 625, 1834]
lead-col2-p1: ತಮ್ಮ ಅಧ್ಯಕ್ಷತೆಯಲ್ಲಿ ಇರಾನ್ ಪ್ರಜೆಗಳು ದೇಶಕ್ಕಾಗಿ ಒಗ್ಗಟ್ಟಾಗಿದ್ದಾರೆ ಎಂದು ಪೆಝೆಶ್ಕಿಯನ್ ಪ್ರತಿಪಾದಿಸಿದ್ದಾರೆ. ಅಮೆರಿಕ ದಾಳಿಯನ್ನು ಎದುರಿಸಲು ನಾವು ಸಿದ್ಧರಿದ್ದೇವೆ ಎಂದು ಅವರು ತಿಳಿಸಿದ್ದಾರೆ. [46, 834, 330, 890]
box-info-leak-p1: ಇರಾನ್‌ನಲ್ಲಿ ಸಿಲುಕಿದ್ದ ಎಫ್-15 ಯುದ್ಧ ವಿಮಾನದ ಪೈಲಟ್‌ನ ರಕ್ಷಣಾ ಕಾರ್ಯಾಚರಣೆಯ ವಿವರಗಳನ್ನು ಸೋರಿಕೆ ಮಾಡಿದವರ ವಿರುದ್ಧ ಕಠಿಣ ಕ್ರಮ ಕೈಗೊಳ್ಳುವುದಾಗಿ ಅಮೆರಿಕ ಅಧ್ಯಕ್ಷ ಡೊನಾಲ್ಡ್ ಟ್ರಂಪ್ ಎಚ್ಚರಿಕೆ ನೀಡಿದ್ದಾರೆ. ಇಂತಹ ಸೂಕ್ಷ್ಮ ಮಾಹಿತಿ ಪ್ರಕಟಿಸುವ ಮಾಧ್ಯಮ ಸಂಸ್ಥೆಗಳ ವಿರುದ್ಧವೂ ಕ್ರಮ ಜರುಗಿಸಲಾಗುವುದು ಎಂದು ಅವರು ಹೇಳಿದ್ದಾರೆ. [569, 987, 900, 1078]
reg-mark-cyan [143, 2349, 153, 2359]
reg-mark-yellow-3 [1381, 2349, 1392, 2359]
reg-mark-magenta [158, 2349, 169, 2359]
kalpakkam-dateline: ಚೆನ್ನೈ: [941, 1429, 968, 1444]
snake-col2-sub1: ಅಧಿಕಾರಿಗಳ ಹೇಳುವುದೇನು: [1345, 2037, 1504, 2052]
sir-kicker: ಪಶ್ಚಿಮ ಬಂಗಾಳ ಎಸ್‌ಐಆರ್ ನ್ಯಾಯಾಂಗ ಪರಾಮರ್ಶೆ ಪೂರ್ಣ [46, 1859, 616, 1893]
lpg-story-top [632, 1428, 924, 1596]
nato-story-p2: ಎಂದು ಅಸಮಾಧಾನ ವ್ಯಕ್ತಪಡಿಸಿದರು. ಗ್ರೀನ್‌ಲ್ಯಾಂಡ್ ವಿಷಯದಲ್ಲೂ ನ್ಯಾಟೋ ರಾಷ್ಟ್ರಗಳ ನಿಲುವನ್ನು ಟ್ರಂಪ್ ಪ್ರಶ್ನಿಸಿದ್ದಾರೆ. ನ್ಯಾಟೋ ಪ್ರಧಾನ ಕಾರ್ಯದರ್ಶಿ ಮಾರ್ಕ್ ರುಟ್ಟೆ ಅವರೊಂದಿಗೆ ಟ್ರಂಪ್ ಮಾತುಕತೆ ನಡೆಸಲಿದ್ದಾರೆ. ಈ ಬೆಳವಣಿಗೆ ಜಾಗತಿಕ ರಾಜಕೀಯದಲ್ಲಿ ಮಹತ್ವ ಪಡೆದುಕೊಂಡಿದೆ. ಒಕ್ಕೂಟದ ಭವಿಷ್ಯದ ಬಗ್ಗೆ ಪ್ರಶ್ನೆಗಳು ಎದ್ದಿವೆ. [1224, 1088, 1500, 1201]
pointing-hand-icon [51, 1343, 115, 1408]
snake-headline: ನುಸುಳುಕೋರರ ಬೇಟೆಗೆ ಉರಗ [915, 1908, 1408, 1965]
snake-col2-text: ಬಳಸಿಕೊಳ್ಳಲು ಪ್ರಾಯೋಗಿಕವಾಗಿ ಸಾಧ್ಯವಾಗುತ್ತದೆಯೇ ಎಂಬುದನ್ನು ಪರಿಶೀಲಿಸಲಾಗುತ್ತಿದೆ. [1345, 1982, 1504, 2034]
gun-story-headline-line2: ಹಿಡಿಸುವಲ್ಲಿ ವಿಫಲರಾದ ಟ್ರಂಪ್ [940, 693, 1378, 745]
lpg-story-bottom [737, 1601, 924, 1831]
page-number: 02 [1237, 111, 1280, 147]
let-story-dateline: ಶ್ರೀನಗರ: [339, 1429, 378, 1444]
vrule-4 [1225, 1351, 1226, 1834]
snake-dateline: ಶ್ರೀನಗರ: [915, 1982, 953, 1997]
issue-city: ಹುಬ್ಬಳ್ಳಿ [81, 120, 125, 141]
box-khamenei-dateline: ಕೋಮ್: [569, 496, 610, 511]
reg-mark-black-2 [829, 2349, 840, 2359]
vrule-bottom [906, 1857, 907, 2341]
snake-col2c-text: ಈ ಪ್ರಸ್ತಾಪವನ್ನು ಮೊದಲು ಕೇಂದ್ರ ಗೃಹ ಸಚಿವಾಲಯದ ಸಭೆಯಲ್ಲಿ ಮಂಡಿಸಲಾಗಿತ್ತು. [1174, 2204, 1504, 2238]
lead-headline-line1: 1.4 ಕೋಟಿ ಇರಾನಿಯರು [43, 223, 633, 304]
kalpakkam-body [941, 1428, 1217, 1830]
lpg-story-p3: ಕಳೆದ ಕೆಲವು ವಾರಗಳಿಂದ ಸಿಲಿಂಡರ್ ಬೇಡಿಕೆ ಗಣನೀಯವಾಗಿ ಹೆಚ್ಚಾಗಿದೆ ಎಂದು ಸಚಿವಾಲಯ ಮಾಹಿತಿ ನೀಡಿದೆ. [737, 1603, 924, 1673]
gun-story-headline-line1: ಇರಾನಿಯನ್ನರ ಕೈಗೆ ಬಂದೂಕು [940, 633, 1363, 685]
brief2-text: ಮಣಿಪುರದ ಬಿಷ್ಣುಪುರ ಜಿಲ್ಲೆಯಲ್ಲಿ ಮಂಗಳವಾರ ಶಂಕಿತ ಉಗ್ರರು ನಡೆಸಿದ ಬಾಂಬ್ ದಾಳಿಯಲ್ಲಿ ಇಬ್ಬರು ಮೃತಪಟ್ಟಿದ್ದು, ಹಲವರು ಗಾಯಗೊಂಡಿದ್ದಾರೆ. ಘಟನೆಯ ನಂತರ ಪ್ರದೇಶದಲ್ಲಿ ಭದ್ರತೆಯನ್ನು ಬಿಗಿಗೊಳಿಸಲಾಗಿದೆ. [46, 1682, 322, 1753]
